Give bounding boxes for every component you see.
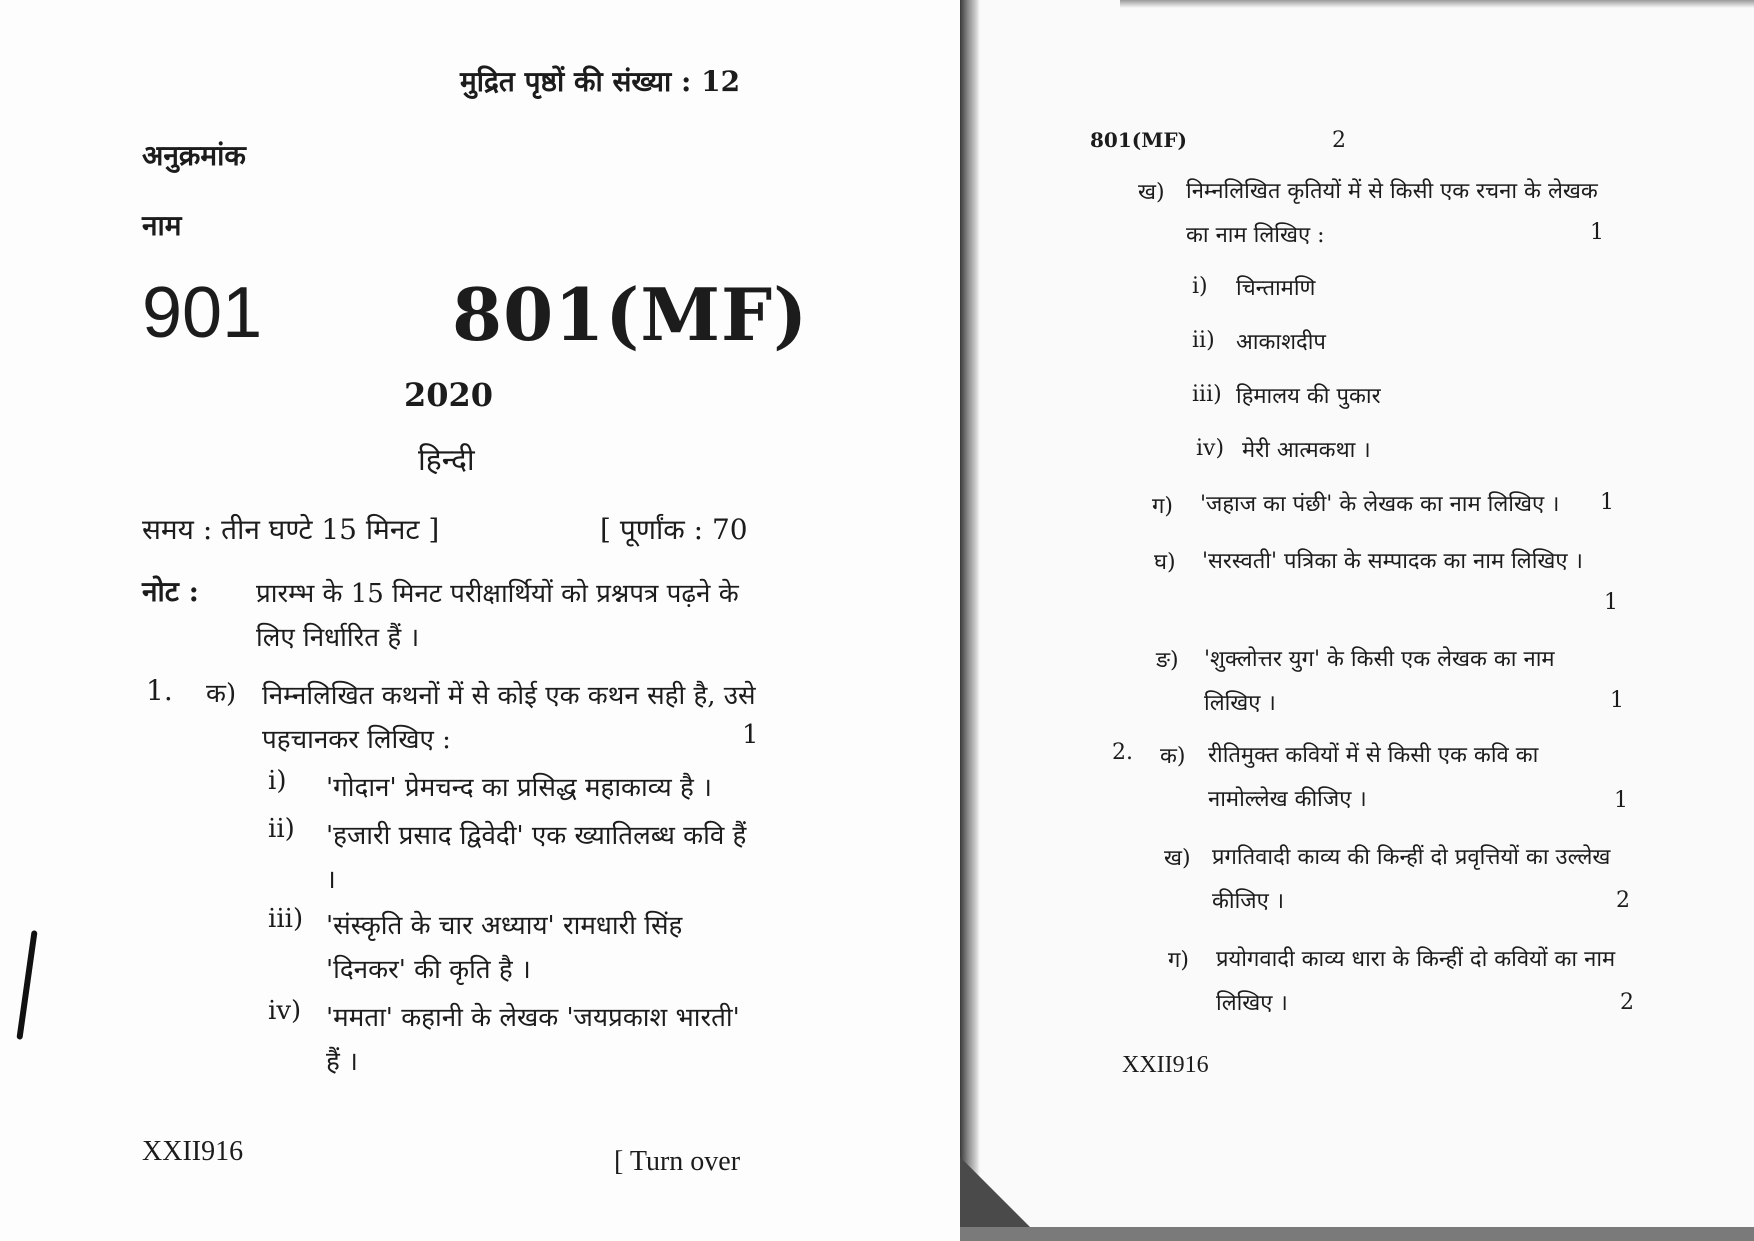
option-label: ii) [1192,328,1215,353]
question-1b-marks: 1 [1590,220,1604,245]
question-2a-marks: 1 [1614,788,1628,813]
question-1c-text: 'जहाज का पंछी' के लेखक का नाम लिखिए । [1200,492,1560,517]
question-1c-label: ग) [1152,494,1173,519]
option-label: iv) [1196,436,1225,461]
option-text: 'संस्कृति के चार अध्याय' रामधारी सिंह 'दिनकर' की कृति है । [326,911,683,985]
printed-pages: मुद्रित पृष्ठों की संख्या : 12 [460,65,741,98]
option-label: iii) [268,904,304,934]
question-1a-text: निम्नलिखित कथनों में से कोई एक कथन सही है, उसे पहचानकर लिखिए : [262,681,756,755]
exam-year: 2020 [404,376,494,414]
option-label: iii) [1192,382,1222,407]
time-allowed: समय : तीन घण्टे 15 मिनट ] [142,513,440,546]
question-2b-label: ख) [1164,846,1191,871]
footer-code: XXII916 [142,1136,244,1167]
question-2c-label: ग) [1168,948,1189,973]
question-1a-label: क) [206,679,237,709]
header-code: 801(MF) [1090,128,1188,152]
option-text: हिमालय की पुकार [1236,384,1381,409]
question-2b-marks: 2 [1616,888,1630,913]
question-1b-text: निम्नलिखित कृतियों में से किसी एक रचना के लेखक का नाम लिखिए : [1186,179,1598,248]
option-text: 'हजारी प्रसाद द्विवेदी' एक ख्यातिलब्ध कवि हैं । [326,821,747,895]
question-1d-marks: 1 [1604,590,1618,615]
question-2c-text: प्रयोगवादी काव्य धारा के किन्हीं दो कवियों का नाम लिखिए । [1216,947,1616,1016]
subject-title: हिन्दी [418,443,475,478]
question-2-number: 2. [1112,740,1133,765]
footer-code: XXII916 [1122,1052,1209,1078]
page-bottom-edge [960,1227,1754,1241]
page-top-edge [1120,0,1754,8]
paper-code: 801(MF) [452,272,809,357]
note-text: प्रारम्भ के 15 मिनट परीक्षार्थियों को प्रश्नपत्र पढ़ने के लिए निर्धारित हैं । [256,579,739,653]
right-page [960,0,1754,1241]
page-number: 2 [1332,128,1346,153]
option-label: i) [1192,274,1208,299]
roll-number-label: अनुक्रमांक [142,139,246,172]
turn-over: [ Turn over [614,1146,741,1177]
page-edge-shadow [960,0,980,1241]
max-marks: [ पूर्णांक : 70 [600,513,748,546]
question-1e-marks: 1 [1610,688,1624,713]
question-1a-marks: 1 [742,720,759,750]
option-text: आकाशदीप [1236,330,1326,355]
pen-mark [16,930,37,1040]
question-1c-marks: 1 [1600,490,1614,515]
code-left: 901 [142,273,263,353]
option-text: मेरी आत्मकथा । [1242,438,1371,463]
option-label: i) [268,766,287,796]
option-label: iv) [268,996,302,1026]
option-text: चिन्तामणि [1236,276,1316,301]
option-text: 'गोदान' प्रेमचन्द का प्रसिद्ध महाकाव्य है । [326,773,712,803]
question-1d-text: 'सरस्वती' पत्रिका के सम्पादक का नाम लिखिए । [1202,549,1583,574]
question-2a-text: रीतिमुक्त कवियों में से किसी एक कवि का नामोल्लेख कीजिए । [1208,743,1539,812]
option-label: ii) [268,814,295,844]
page-corner-fold [960,1157,1030,1227]
option-text: 'ममता' कहानी के लेखक 'जयप्रकाश भारती' हैं । [326,1003,740,1077]
question-2c-marks: 2 [1620,990,1634,1015]
question-1d-label: घ) [1154,550,1176,575]
note-label: नोट : [142,575,199,608]
question-1e-text: 'शुक्लोत्तर युग' के किसी एक लेखक का नाम लिखिए । [1204,647,1555,716]
question-2b-text: प्रगतिवादी काव्य की किन्हीं दो प्रवृत्तियों का उल्लेख कीजिए । [1212,845,1611,914]
name-label: नाम [142,209,182,242]
question-1e-label: ङ) [1156,648,1179,673]
question-1b-label: ख) [1138,180,1165,205]
question-2a-label: क) [1160,744,1186,769]
question-1-number: 1. [146,674,173,707]
